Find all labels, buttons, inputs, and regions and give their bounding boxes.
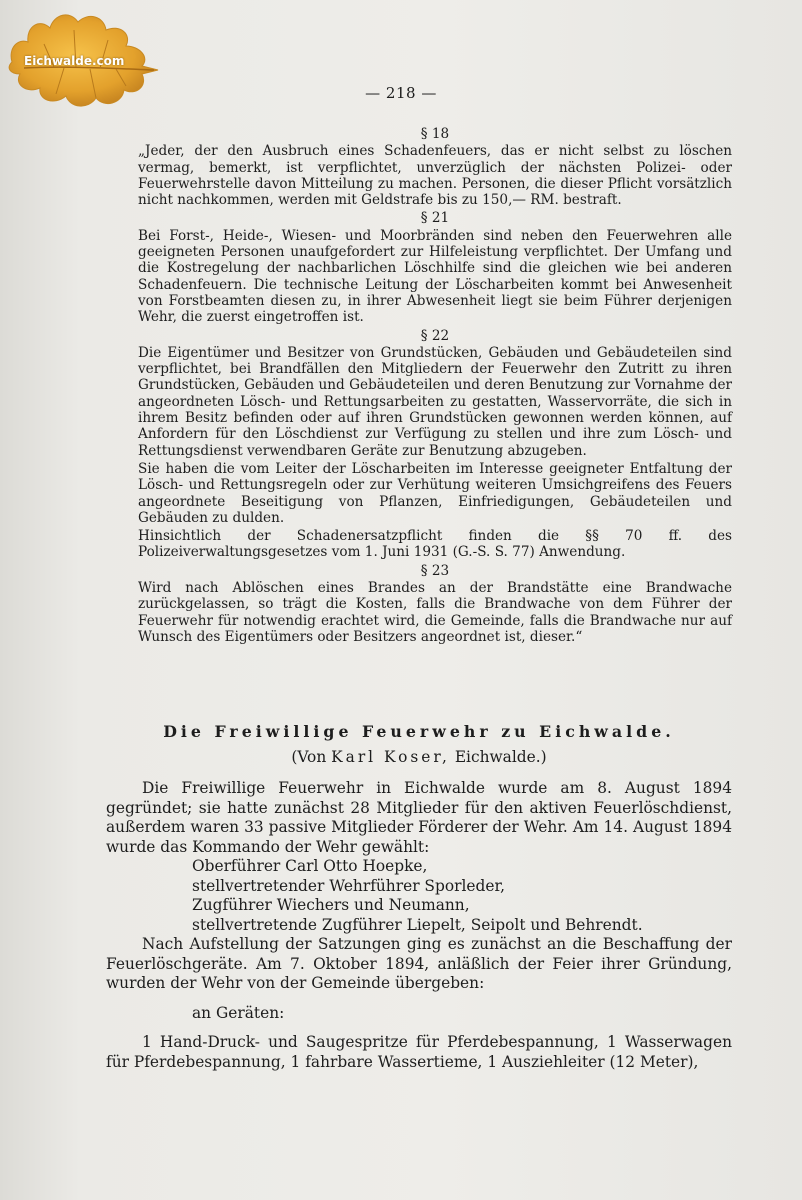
article-byline [106, 748, 732, 768]
section-paragraph: „Jeder, der den Ausbruch eines Schadenfeuers, das er nicht selbst zu löschen vermag, bemerkt, ist verpflichtet, unverzüglich der nächsten Polizei- oder Feuerwehrstelle davon Mitteilung zu machen. Personen, die dieser Pflicht vorsätzlich nicht nachkommen, werden mit Geldstrafe bis zu 150,— RM. bestraft. [138, 143, 732, 209]
equipment-list: 1 Hand-Druck- und Saugespritze für Pferdebespannung, 1 Wasserwagen für Pferdebespannung, 1 fahrbare Wassertieme, 1 Ausziehleiter (12 Meter), [106, 1033, 732, 1071]
section-22 [138, 328, 732, 561]
article-title: Die Freiwillige Feuerwehr zu Eichwalde. [163, 722, 675, 741]
section-paragraph: Bei Forst-, Heide-, Wiesen- und Moorbränden sind neben den Feuerwehren alle geeigneten Personen unaufgefordert zur Hilfeleistung verpflichtet. Der Umfang und die Kostregelung der nachbarlichen Löschhilfe sind die gleichen wie bei anderen Schadenfeuern. Die technische Leitung der Löscharbeiten kommt bei Anwesenheit von Forstbeamten diesen zu, in ihrer Abwesenheit liegt sie beim Führer derjenigen Wehr, die zuerst eingetroffen ist. [138, 227, 732, 326]
section-heading: § 21 [420, 210, 450, 227]
section-paragraph: Wird nach Ablöschen eines Brandes an der Brandstätte eine Brandwache zurückgelassen, so trägt die Kosten, falls die Brandwache von dem Führer der Feuerwehr für notwendig erachtet wird, die Gemeinde, falls die Brandwache nur auf Wunsch des Eigentümers oder Besitzers angeordnet ist, dieser.“ [138, 580, 732, 645]
regulation-excerpt [138, 124, 732, 645]
article [106, 722, 732, 1072]
list-item: stellvertretender Wehrführer Sporleder, [192, 876, 506, 895]
section-paragraph: Die Eigentümer und Besitzer von Grundstücken, Gebäuden und Gebäudeteilen sind verpflichtet, bei Brandfällen den Mitgliedern der Feuerwehr den Zutritt zu ihren Grundstücken, Gebäuden und Gebäudeteilen und deren Benutzung zur Vornahme der angeordneten Lösch- und Rettungsarbeiten zu gestatten, Wasservorräte, die sich in ihrem Besitz befinden oder auf ihren Grundstücken gewonnen werden können, auf Anfordern für den Löschdienst zur Verfügung zu stellen und ihre zum Lösch- und Rettungsdienst verwendbaren Geräte zur Benutzung abzugeben. [138, 344, 732, 459]
list-item: Oberführer Carl Otto Hoepke, [192, 857, 428, 875]
list-item: stellvertretende Zugführer Liepelt, Seipolt und Behrendt. [192, 915, 643, 934]
equipment-heading: an Geräten: [192, 1003, 285, 1022]
section-paragraph: Sie haben die vom Leiter der Löscharbeiten im Interesse geeigneter Entfaltung der Lösch- und Rettungsregeln oder zur Verhütung weiteren Umsichgreifens des Feuers angeordnete Beseitigung von Pflanzen, Einfriedigungen, Gebäudeteilen und Gebäuden zu dulden. [138, 460, 732, 526]
section-paragraph: Hinsichtlich der Schadenersatzpflicht finden die §§ 70 ff. des Polizeiverwaltungsgesetzes vom 1. Juni 1931 (G.-S. S. 77) Anwendung. [138, 528, 732, 561]
byline-author: Karl Koser, [331, 747, 450, 766]
section-heading: § 22 [420, 327, 450, 344]
section-heading: § 18 [420, 126, 450, 142]
section-heading: § 23 [420, 562, 450, 579]
logo-text: Eichwalde.com [24, 54, 125, 68]
equipment-intro: Nach Aufstellung der Satzungen ging es zunächst an die Beschaffung der Feuerlöschgeräte. Am 7. Oktober 1894, anläßlich der Feier ihrer Gründung, wurden der Wehr von der Gemeinde übergeben: [106, 935, 732, 992]
section-18 [138, 126, 732, 208]
section-21 [138, 210, 732, 325]
section-23 [138, 563, 732, 645]
article-intro: Die Freiwillige Feuerwehr in Eichwalde wurde am 8. August 1894 gegründet; sie hatte zunächst 28 Mitglieder für den aktiven Feuerlöschdienst, außerdem waren 33 passive Mitglieder Förderer der Wehr. Am 14. August 1894 wurde das Kommando der Wehr gewählt: [106, 779, 732, 856]
byline-suffix: Eichwalde.) [454, 747, 547, 766]
command-members-list [192, 857, 732, 935]
list-item: Zugführer Wiechers und Neumann, [192, 896, 470, 914]
page-number: — 218 — [365, 84, 437, 102]
byline-prefix: (Von [291, 747, 327, 766]
